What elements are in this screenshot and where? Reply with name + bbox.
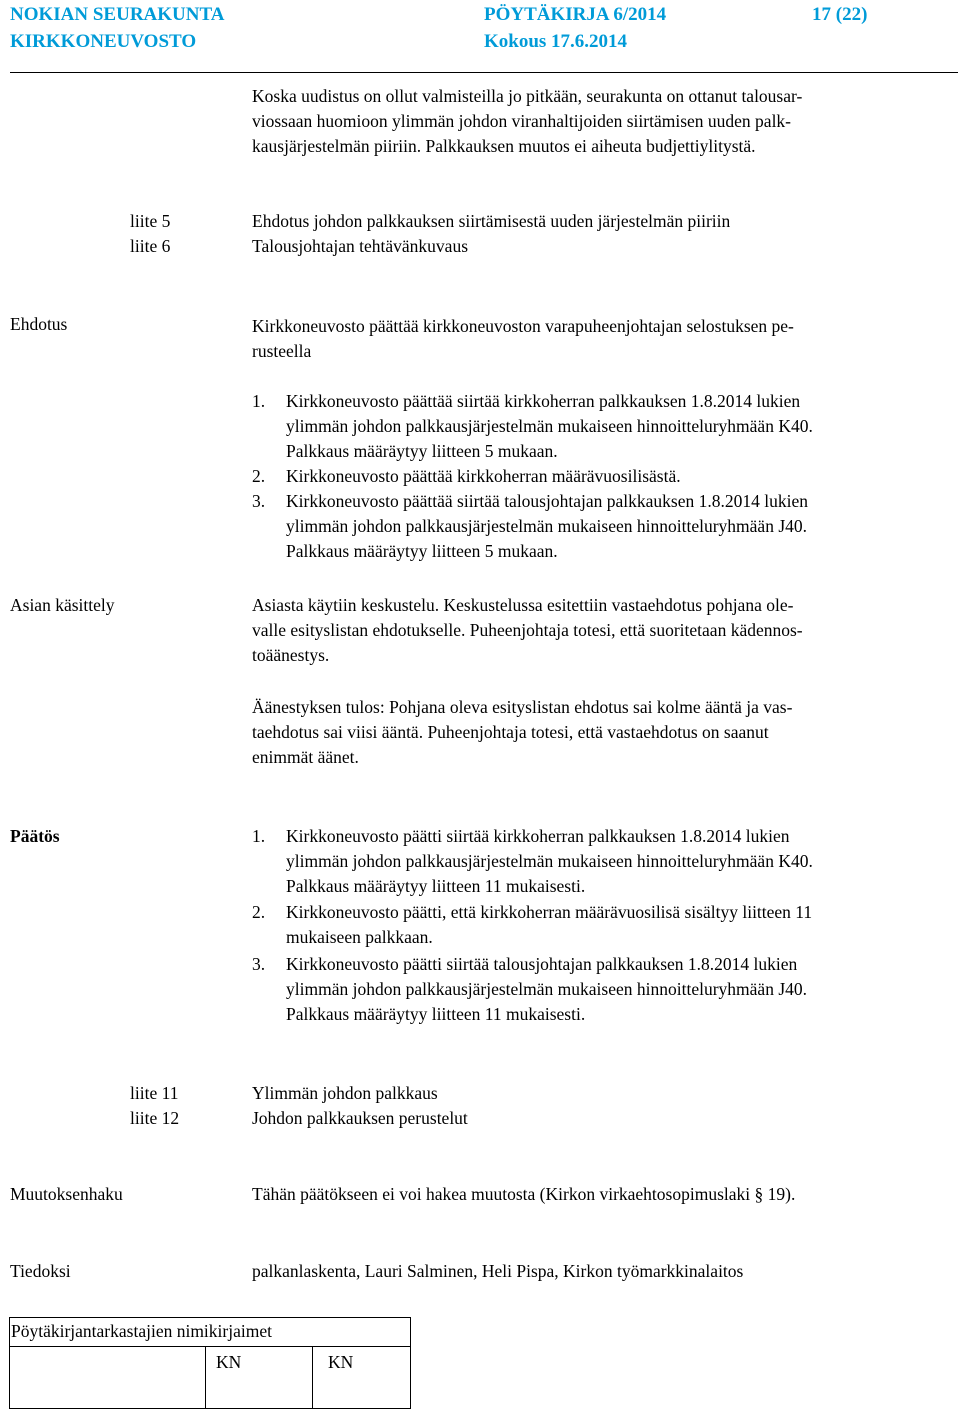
proposal-item-number: 3. (252, 491, 266, 511)
decision-item-number: 3. (252, 954, 266, 974)
decision-item-line: mukaiseen palkkaan. (286, 927, 433, 947)
decision-item (286, 900, 960, 950)
decision-item (286, 952, 960, 1027)
vote-result-line: taehdotus sai viisi ääntä. Puheenjohtaja totesi, että vastaehdotus on saanut (252, 722, 769, 742)
org-name: NOKIAN SEURAKUNTA (10, 4, 225, 25)
proposal-item-line: Palkkaus määräytyy liitteen 5 mukaan. (286, 541, 558, 561)
proposal-intro-line: Kirkkoneuvosto päättää kirkkoneuvoston varapuheenjohtajan selostuksen pe- (252, 316, 794, 336)
vote-result-line: enimmät äänet. (252, 747, 359, 767)
handling-line: valle esityslistan ehdotukselle. Puheenjohtaja totesi, että suoritetaan kädennos- (252, 620, 803, 640)
proposal-item-number: 1. (252, 391, 266, 411)
decision-item (286, 824, 960, 899)
decision-item-line: ylimmän johdon palkkausjärjestelmän mukaiseen hinnoitteluryhmään K40. (286, 851, 813, 871)
attachment-ref: liite 11 (130, 1083, 179, 1103)
proposal-item-line: ylimmän johdon palkkausjärjestelmän mukaiseen hinnoitteluryhmään J40. (286, 516, 808, 536)
proposal-item (286, 489, 960, 564)
signature-table (9, 1317, 411, 1409)
intro-line: kausjärjestelmän piiriin. Palkkauksen muutos ei aiheuta budjettiylitystä. (252, 136, 756, 156)
decision-item-line: Palkkaus määräytyy liitteen 11 mukaisesti. (286, 876, 586, 896)
proposal-item (286, 464, 960, 489)
proposal-item-line: Kirkkoneuvosto päättää siirtää talousjohtajan palkkauksen 1.8.2014 lukien (286, 491, 808, 511)
proposal-item-line: Palkkaus määräytyy liitteen 5 mukaan. (286, 441, 558, 461)
notify-text: palkanlaskenta, Lauri Salminen, Heli Pispa, Kirkon työmarkkinalaitos (252, 1261, 744, 1281)
handling-label: Asian käsittely (10, 595, 115, 615)
attachment-title: Ylimmän johdon palkkaus (252, 1083, 438, 1103)
proposal-label: Ehdotus (10, 314, 68, 334)
intro-line: viossaan huomioon ylimmän johdon viranhaltijoiden siirtämisen uuden palk- (252, 111, 792, 131)
vote-result-line: Äänestyksen tulos: Pohjana oleva esityslistan ehdotus sai kolme ääntä ja vas- (252, 697, 793, 717)
attachment-ref: liite 12 (130, 1108, 180, 1128)
signature-divider (205, 1346, 206, 1408)
intro-line: Koska uudistus on ollut valmisteilla jo pitkään, seurakunta on ottanut talousar- (252, 86, 803, 106)
attachment-title: Ehdotus johdon palkkauksen siirtämisestä uuden järjestelmän piiriin (252, 211, 731, 231)
proposal-item-line: ylimmän johdon palkkausjärjestelmän mukaiseen hinnoitteluryhmään K40. (286, 416, 813, 436)
meeting-date: Kokous 17.6.2014 (484, 31, 628, 52)
intro-paragraph (252, 84, 952, 159)
appeal-label: Muutoksenhaku (10, 1184, 123, 1204)
decision-label: Päätös (10, 826, 60, 846)
header-rule (10, 72, 958, 73)
signature-divider (312, 1346, 313, 1408)
vote-result-paragraph (252, 695, 952, 770)
decision-item-number: 2. (252, 902, 266, 922)
page-number: 17 (22) (812, 4, 868, 25)
proposal-item-line: Kirkkoneuvosto päättää kirkkoherran määrävuosilisästä. (286, 466, 681, 486)
decision-item-line: Kirkkoneuvosto päätti siirtää kirkkoherran palkkauksen 1.8.2014 lukien (286, 826, 790, 846)
attachment-ref: liite 6 (130, 236, 171, 256)
handling-paragraph (252, 593, 952, 668)
proposal-item-number: 2. (252, 466, 266, 486)
proposal-intro-line: rusteella (252, 341, 312, 361)
decision-item-line: Kirkkoneuvosto päätti siirtää talousjohtajan palkkauksen 1.8.2014 lukien (286, 954, 798, 974)
document-title: PÖYTÄKIRJA 6/2014 (484, 4, 667, 25)
signature-divider (10, 1346, 410, 1347)
handling-line: toäänestys. (252, 645, 330, 665)
signature-title: Pöytäkirjantarkastajien nimikirjaimet (11, 1321, 272, 1341)
decision-item-line: Kirkkoneuvosto päätti, että kirkkoherran määrävuosilisä sisältyy liitteen 11 (286, 902, 813, 922)
attachment-title: Talousjohtajan tehtävänkuvaus (252, 236, 469, 256)
signature-initials: KN (328, 1352, 354, 1372)
decision-item-line: ylimmän johdon palkkausjärjestelmän mukaiseen hinnoitteluryhmään J40. (286, 979, 808, 999)
handling-line: Asiasta käytiin keskustelu. Keskustelussa esitettiin vastaehdotus pohjana ole- (252, 595, 794, 615)
proposal-intro (252, 314, 952, 364)
signature-initials: KN (216, 1352, 242, 1372)
body-name: KIRKKONEUVOSTO (10, 31, 197, 52)
attachment-ref: liite 5 (130, 211, 171, 231)
notify-label: Tiedoksi (10, 1261, 71, 1281)
proposal-item (286, 389, 960, 464)
proposal-item-line: Kirkkoneuvosto päättää siirtää kirkkoherran palkkauksen 1.8.2014 lukien (286, 391, 801, 411)
attachment-title: Johdon palkkauksen perustelut (252, 1108, 468, 1128)
decision-item-number: 1. (252, 826, 266, 846)
decision-item-line: Palkkaus määräytyy liitteen 11 mukaisesti. (286, 1004, 586, 1024)
appeal-text: Tähän päätökseen ei voi hakea muutosta (Kirkon virkaehtosopimuslaki § 19). (252, 1184, 796, 1204)
